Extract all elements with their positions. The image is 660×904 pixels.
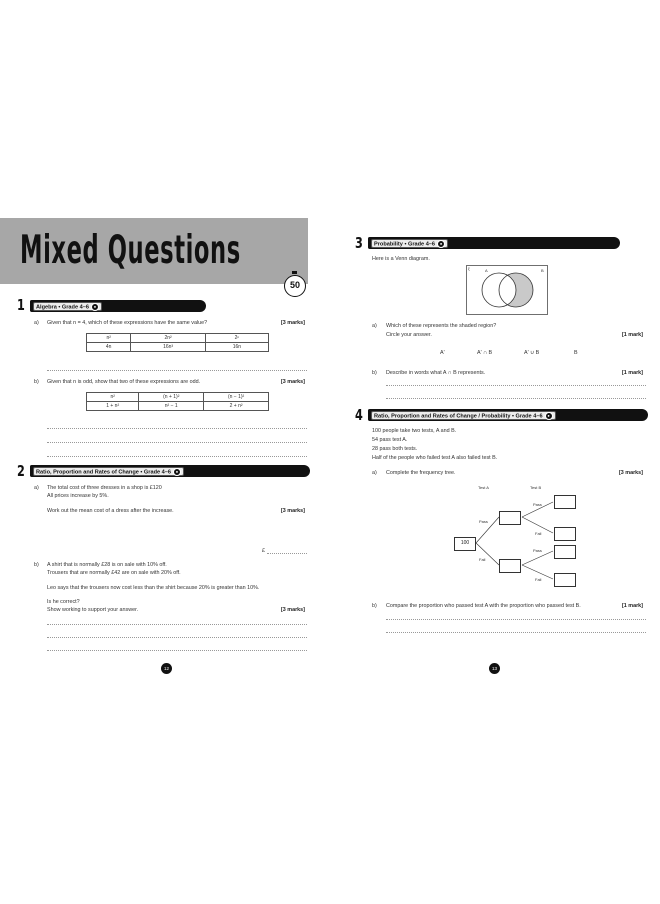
grade-icon: ●	[91, 303, 99, 311]
answer-line[interactable]	[47, 442, 307, 443]
part-label: a)	[34, 485, 39, 491]
frequency-tree-lines	[440, 480, 600, 590]
question-text: Is he correct?	[47, 599, 80, 605]
tree-root-value: 100	[460, 540, 470, 546]
part-label: b)	[372, 603, 377, 609]
answer-line[interactable]	[386, 398, 646, 399]
marks-label: [3 marks]	[281, 508, 305, 514]
expression-table	[86, 392, 269, 411]
question-text: Half of the people who failed test A also failed test B.	[372, 455, 498, 461]
banner-label: Algebra • Grade 4–6	[36, 304, 89, 311]
table-cell: n²	[87, 334, 131, 343]
marks-label: [3 marks]	[281, 320, 305, 326]
grade-icon: ●	[173, 468, 181, 476]
tree-answer-box[interactable]	[499, 559, 521, 573]
tree-answer-box[interactable]	[554, 495, 576, 509]
set-a-label: A	[485, 268, 488, 273]
question-text: 54 pass test A.	[372, 437, 408, 443]
question-number: 3	[355, 234, 363, 252]
question-text: A shirt that is normally £28 is on sale with 10% off.	[47, 562, 167, 568]
tree-answer-box[interactable]	[499, 511, 521, 525]
question-text: Complete the frequency tree.	[386, 470, 456, 476]
branch-label-fail: Fail	[479, 557, 486, 562]
answer-line[interactable]	[47, 370, 307, 371]
table-cell: 2 + n²	[204, 402, 269, 411]
topic-banner	[30, 300, 206, 312]
answer-option[interactable]: B	[574, 350, 578, 356]
topic-banner	[368, 237, 620, 249]
table-cell: 2n²	[131, 334, 205, 343]
table-cell: (n + 1)²	[139, 393, 204, 402]
answer-line[interactable]	[267, 553, 307, 554]
marks-label: [1 mark]	[622, 603, 643, 609]
time-badge: 50	[289, 280, 300, 290]
page-number: 12	[161, 663, 172, 674]
question-text: 100 people take two tests, A and B.	[372, 428, 457, 434]
banner-label: Ratio, Proportion and Rates of Change / Probability • Grade 4–6	[374, 413, 543, 420]
question-text: Show working to support your answer.	[47, 607, 139, 613]
question-number: 1	[17, 296, 25, 314]
topic-banner	[368, 409, 648, 421]
question-text: Given that n = 4, which of these expressions have the same value?	[47, 320, 208, 326]
table-cell: n² − 1	[139, 402, 204, 411]
table-cell: n²	[87, 393, 139, 402]
table-cell: 1 + n²	[87, 402, 139, 411]
question-text: Work out the mean cost of a dress after the increase.	[47, 508, 174, 514]
question-text: Compare the proportion who passed test A with the proportion who passed test B.	[386, 603, 581, 609]
question-number: 4	[355, 406, 363, 424]
part-label: b)	[372, 370, 377, 376]
answer-line[interactable]	[47, 637, 307, 638]
marks-label: [3 marks]	[281, 607, 305, 613]
venn-diagram	[466, 265, 548, 315]
table-cell: 4n	[87, 343, 131, 352]
question-text: The total cost of three dresses in a shop is £120	[47, 485, 162, 491]
question-text: Leo says that the trousers now cost less than the shirt because 20% is greater than 10%.	[47, 585, 260, 591]
marks-label: [3 marks]	[619, 470, 643, 476]
answer-line[interactable]	[47, 624, 307, 625]
page-title: Mixed Questions	[20, 228, 241, 273]
answer-line[interactable]	[386, 632, 646, 633]
answer-option[interactable]: A' ∩ B	[477, 350, 493, 356]
grade-icon: ●	[437, 240, 445, 248]
set-b-label: B	[541, 268, 544, 273]
page-number: 13	[489, 663, 500, 674]
topic-banner	[30, 465, 310, 477]
universal-set-label: ξ	[468, 266, 470, 271]
marks-label: [1 mark]	[622, 332, 643, 338]
branch-label-pass: Pass	[533, 548, 542, 553]
banner-label: Probability • Grade 4–6	[374, 241, 436, 248]
currency-symbol: £	[262, 548, 265, 554]
part-label: b)	[34, 379, 39, 385]
table-cell: 16n³	[131, 343, 205, 352]
marks-label: [3 marks]	[281, 379, 305, 385]
question-text: Which of these represents the shaded region?	[386, 323, 497, 329]
table-cell: 16n	[205, 343, 268, 352]
banner-label: Ratio, Proportion and Rates of Change • Grade 4–6	[36, 469, 171, 476]
question-text: Trousers that are normally £42 are on sale with 20% off.	[47, 570, 181, 576]
table-cell: (n − 1)²	[204, 393, 269, 402]
part-label: a)	[372, 470, 377, 476]
branch-label-fail: Fail	[535, 531, 542, 536]
tree-answer-box[interactable]	[554, 545, 576, 559]
branch-label-pass: Pass	[533, 502, 542, 507]
tree-answer-box[interactable]	[554, 527, 576, 541]
question-text: Circle your answer.	[386, 332, 432, 338]
table-cell: 2ⁿ	[205, 334, 268, 343]
answer-option[interactable]: A' ∪ B	[524, 350, 540, 356]
answer-line[interactable]	[386, 385, 646, 386]
answer-option[interactable]: A'	[440, 350, 445, 356]
grade-icon: ●	[545, 412, 553, 420]
part-label: a)	[34, 320, 39, 326]
stopwatch-icon	[284, 275, 306, 297]
question-text: Describe in words what A ∩ B represents.	[386, 370, 486, 376]
part-label: a)	[372, 323, 377, 329]
question-text: Here is a Venn diagram.	[372, 256, 430, 262]
branch-label-pass: Pass	[479, 519, 488, 524]
tree-header-test-a: Test A	[478, 485, 489, 490]
stopwatch-crown	[292, 271, 297, 274]
tree-answer-box[interactable]	[554, 573, 576, 587]
part-label: b)	[34, 562, 39, 568]
answer-line[interactable]	[386, 619, 646, 620]
expression-table	[86, 333, 269, 352]
question-text: Given that n is odd, show that two of these expressions are odd.	[47, 379, 201, 385]
answer-line[interactable]	[47, 456, 307, 457]
question-text: All prices increase by 5%.	[47, 493, 109, 499]
tree-header-test-b: Test B	[530, 485, 542, 490]
question-text: 28 pass both tests.	[372, 446, 418, 452]
answer-line[interactable]	[47, 428, 307, 429]
marks-label: [1 mark]	[622, 370, 643, 376]
answer-line[interactable]	[47, 650, 307, 651]
branch-label-fail: Fail	[535, 577, 542, 582]
question-number: 2	[17, 462, 25, 480]
